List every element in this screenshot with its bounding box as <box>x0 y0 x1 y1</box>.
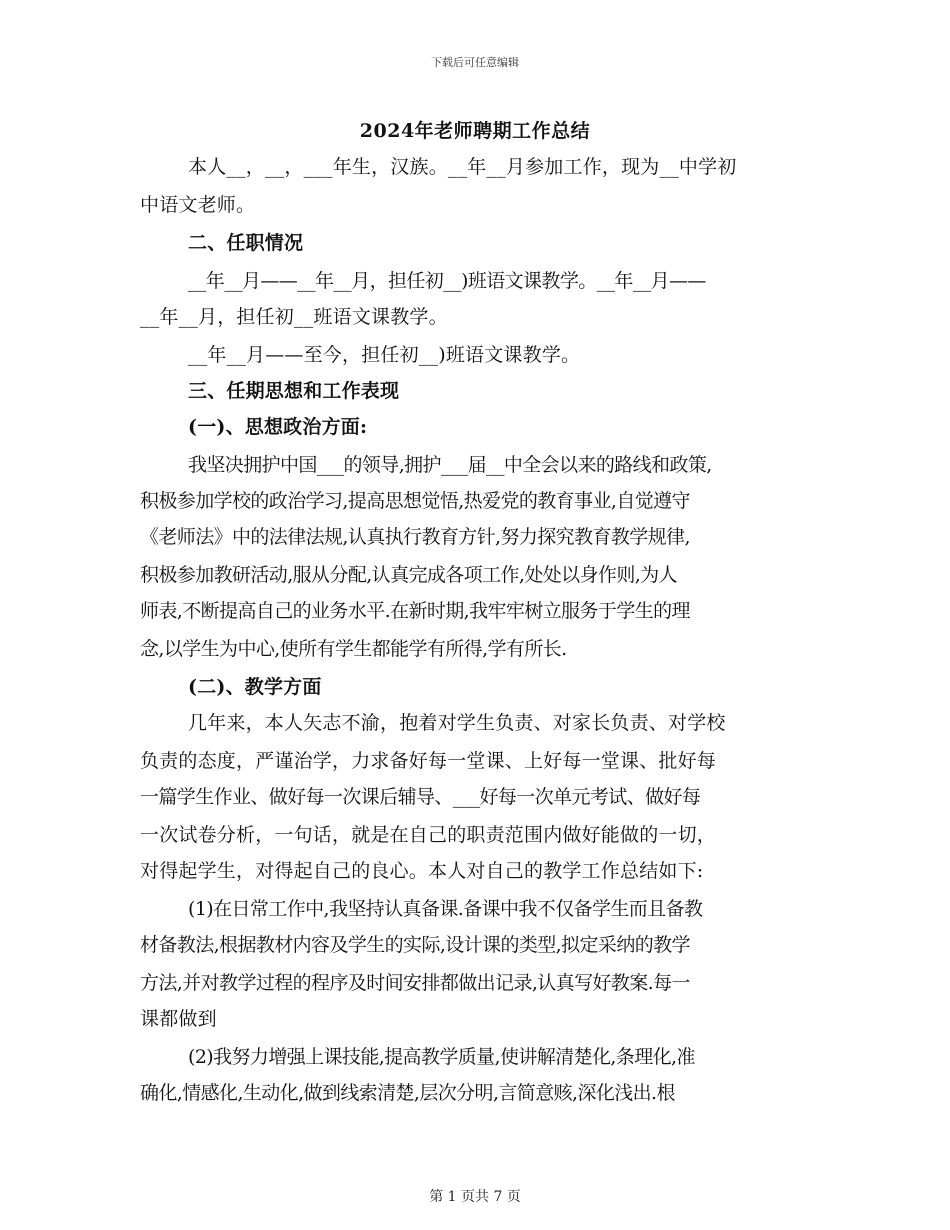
paragraph-line: __年__月——至今，担任初__)班语文课教学。 <box>188 344 581 366</box>
page-footer: 第 1 页共 7 页 <box>429 1189 521 1205</box>
subsection-heading: (一)、思想政治方面: <box>188 416 368 438</box>
page-header: 下载后可任意编辑 <box>431 56 519 69</box>
paragraph-line: 课都做到 <box>140 1008 217 1030</box>
subsection-heading: (二)、教学方面 <box>188 676 322 698</box>
section-heading: 二、任职情况 <box>188 232 304 254</box>
paragraph-line: 师表,不断提高自己的业务水平.在新时期,我牢牢树立服务于学生的理 <box>140 600 690 622</box>
paragraph-line: 一篇学生作业、做好每一次课后辅导、___好每一次单元考试、做好每 <box>140 786 701 808</box>
paragraph-line: 一次试卷分析，一句话，就是在自己的职责范围内做好能做的一切， <box>140 824 717 846</box>
document-title: 2024年老师聘期工作总结 <box>359 120 591 142</box>
paragraph-line: 对得起学生，对得起自己的良心。本人对自己的教学工作总结如下: <box>140 860 704 882</box>
paragraph-line: 材备教法,根据教材内容及学生的实际,设计课的类型,拟定采纳的教学 <box>140 934 690 956</box>
paragraph-line: 方法,并对教学过程的程序及时间安排都做出记录,认真写好教案.每一 <box>140 972 690 994</box>
paragraph-line: __年__月——__年__月，担任初__)班语文课教学。__年__月—— <box>188 270 706 292</box>
paragraph-line: 负责的态度，严谨治学，力求备好每一堂课、上好每一堂课、批好每 <box>140 750 717 772</box>
paragraph-line: 中语文老师。 <box>140 194 256 216</box>
section-heading: 三、任期思想和工作表现 <box>188 380 400 402</box>
paragraph-line: (1)在日常工作中,我坚持认真备课.备课中我不仅备学生而且备教 <box>188 898 703 920</box>
paragraph-line: (2)我努力增强上课技能,提高教学质量,使讲解清楚化,条理化,准 <box>188 1046 695 1068</box>
paragraph-line: 几年来，本人矢志不渝，抱着对学生负责、对家长负责、对学校 <box>188 712 726 734</box>
paragraph-line: 本人__，__，___年生，汉族。__年__月参加工作，现为__中学初 <box>188 156 737 178</box>
paragraph-line: 积极参加学校的政治学习,提高思想觉悟,热爱党的教育事业,自觉遵守 <box>140 490 690 512</box>
paragraph-line: 确化,情感化,生动化,做到线索清楚,层次分明,言简意赅,深化浅出.根 <box>140 1082 675 1104</box>
paragraph-line: __年__月，担任初__班语文课教学。 <box>140 306 448 328</box>
paragraph-line: 《老师法》中的法律法规,认真执行教育方针,努力探究教育教学规律, <box>140 526 690 548</box>
paragraph-line: 念,以学生为中心,使所有学生都能学有所得,学有所长. <box>140 638 567 660</box>
paragraph-line: 我坚决拥护中国___的领导,拥护___届__中全会以来的路线和政策, <box>188 454 712 476</box>
paragraph-line: 积极参加教研活动,服从分配,认真完成各项工作,处处以身作则,为人 <box>140 564 677 586</box>
